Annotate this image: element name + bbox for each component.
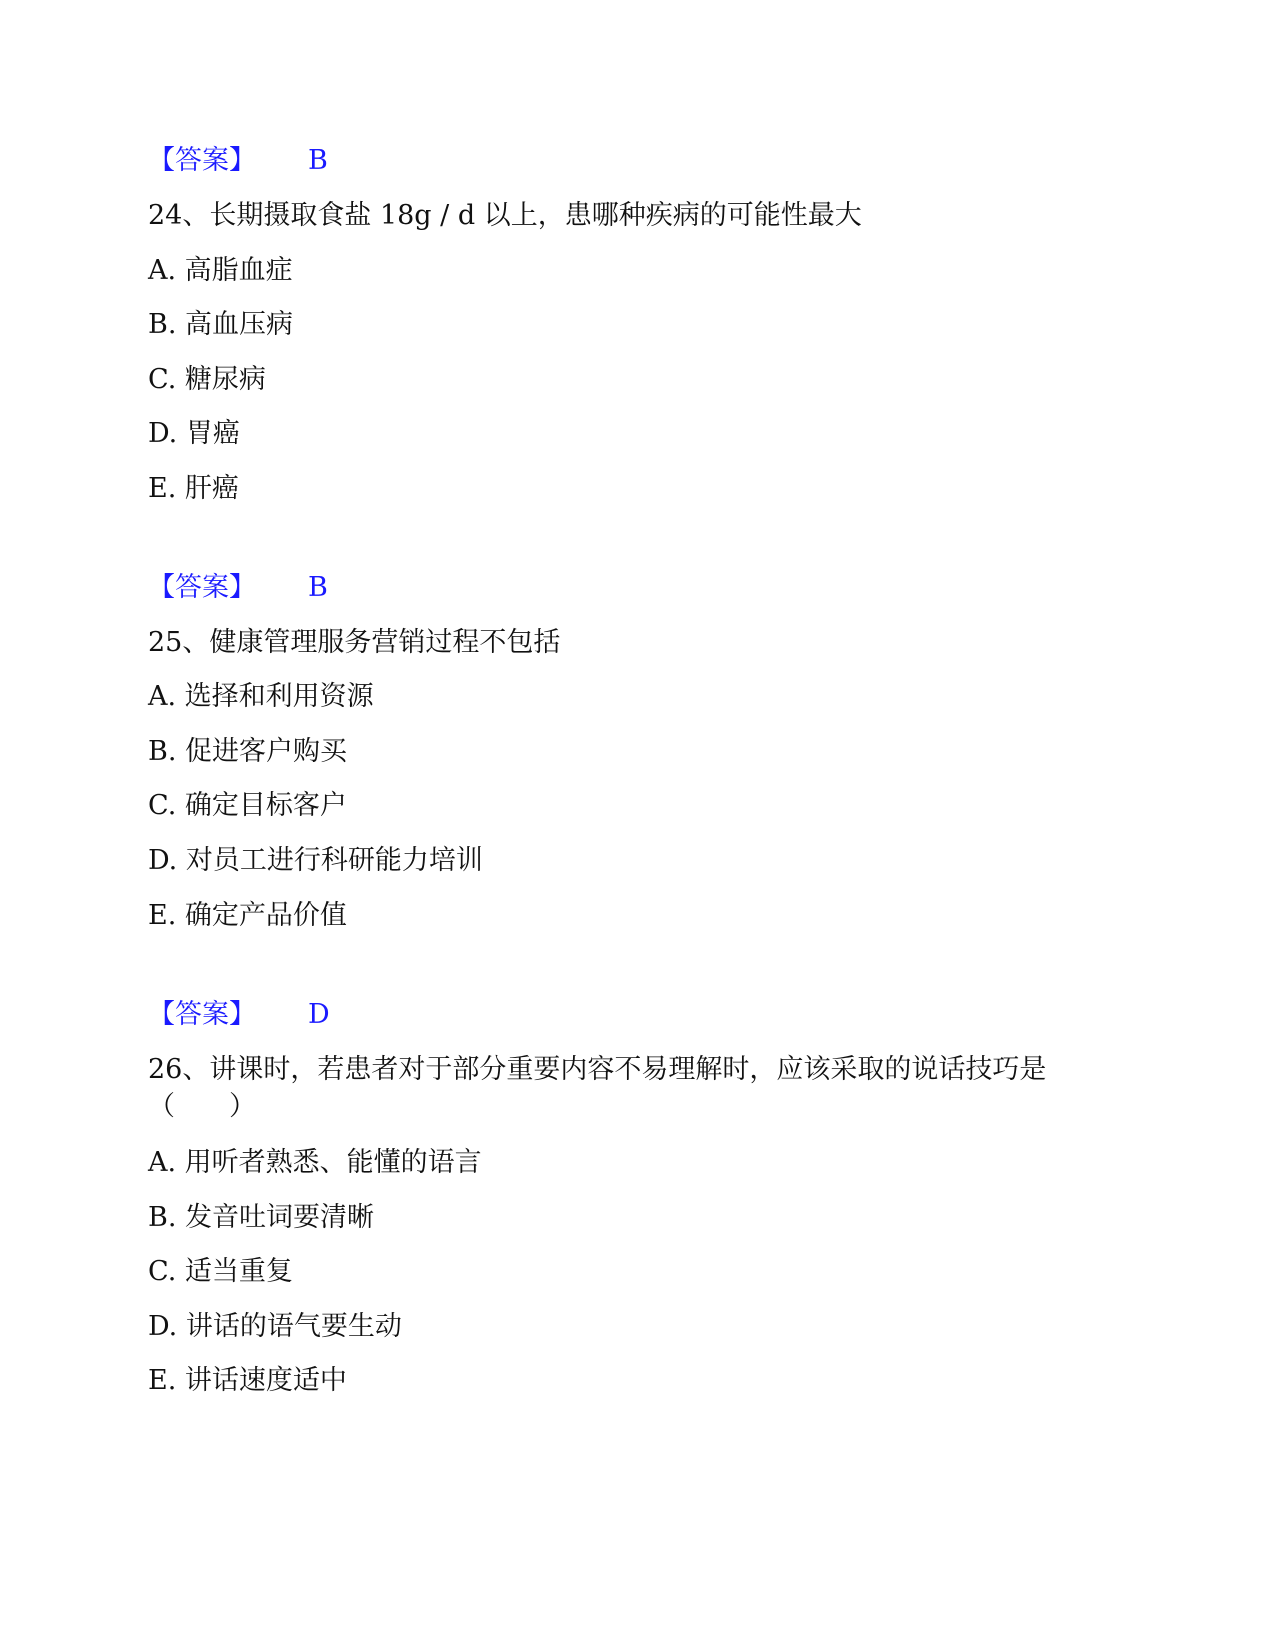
answer-line <box>148 144 328 178</box>
answer-line <box>148 998 330 1032</box>
question-option: A. 用听者熟悉、能懂的语言 <box>148 1147 482 1178</box>
question-option: B. 促进客户购买 <box>148 736 348 767</box>
answer-value: B <box>308 572 328 603</box>
question-option: E. 确定产品价值 <box>148 900 347 931</box>
answer-label: 【答案】 <box>148 145 256 176</box>
question-stem: 26、讲课时，若患者对于部分重要内容不易理解时，应该采取的说话技巧是 <box>148 1054 1047 1085</box>
question-option: C. 糖尿病 <box>148 364 266 395</box>
question-stem-continuation: （ ） <box>148 1091 256 1122</box>
answer-value: D <box>308 999 330 1030</box>
answer-label: 【答案】 <box>148 572 256 603</box>
question-option: B. 高血压病 <box>148 309 294 340</box>
question-option: C. 确定目标客户 <box>148 790 347 821</box>
question-option: D. 胃癌 <box>148 418 240 449</box>
answer-line <box>148 571 328 605</box>
question-option: B. 发音吐词要清晰 <box>148 1202 375 1233</box>
question-option: E. 讲话速度适中 <box>148 1365 347 1396</box>
question-option: A. 选择和利用资源 <box>148 681 374 712</box>
question-option: A. 高脂血症 <box>148 255 293 286</box>
question-option: D. 讲话的语气要生动 <box>148 1311 402 1342</box>
answer-label: 【答案】 <box>148 999 256 1030</box>
question-stem: 25、健康管理服务营销过程不包括 <box>148 627 561 658</box>
question-option: E. 肝癌 <box>148 473 239 504</box>
question-stem: 24、长期摄取食盐 18g / d 以上，患哪种疾病的可能性最大 <box>148 200 862 231</box>
answer-value: B <box>308 145 328 176</box>
question-option: D. 对员工进行科研能力培训 <box>148 845 483 876</box>
question-option: C. 适当重复 <box>148 1256 293 1287</box>
